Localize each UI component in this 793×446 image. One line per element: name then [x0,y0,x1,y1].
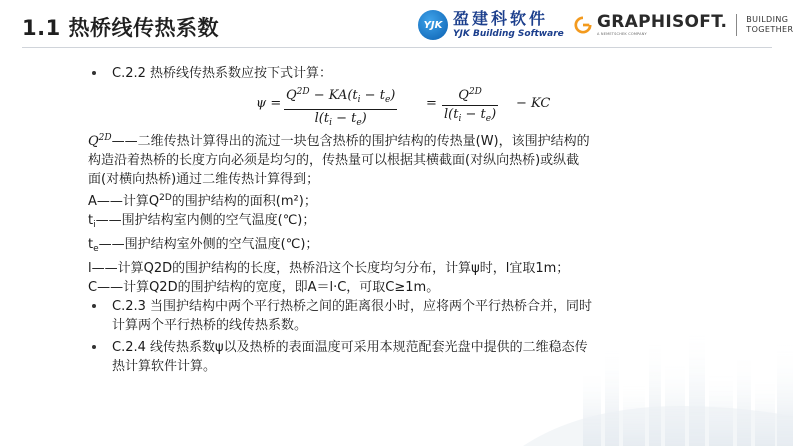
yjk-logo-cn-text: 盈建科软件 [453,9,549,28]
q2d-definition-line-2: 构造沿着热桥的长度方向必须是均匀的，传热量可以根据其横截面(对纵向热桥)或纵截 [88,153,580,168]
te-definition: $t_e——$围护结构室外侧的空气温度(℃)； [88,237,319,254]
clause-number: C.2.2 [112,66,146,81]
fraction-1-numerator: $Q^{2D} - KA(t_i - t_e)$ [286,87,396,105]
logo-divider [736,14,737,36]
clause-c22 [88,64,728,83]
formula-lhs: ψ = [256,96,282,111]
psi-formula [88,83,728,127]
fraction-1-denominator: $l(t_i - t_e)$ [314,111,367,128]
clause-c23 [88,297,728,335]
clause-number: C.2.3 [112,299,146,314]
fraction-2-denominator: $l(t_i - t_e)$ [444,107,497,124]
formula-equals: = [426,96,437,111]
fraction-2-numerator: $Q^{2D}$ [458,87,482,103]
ti-definition: $t_i——$围护结构室内侧的空气温度(℃)； [88,213,316,230]
clause-text-line-1: 当围护结构中两个平行热桥之间的距离很小时，应将两个平行热桥合并，同时 [150,299,593,314]
tagline-line-1: BUILDING [746,15,789,25]
clause-number: C.2.4 [112,340,146,355]
yjk-logo-en-text: YJK Building Software [453,29,564,39]
formula-tail: − KC [516,96,551,111]
l-definition: l——计算Q2D的围护结构的长度，热桥沿这个长度均匀分布，计算ψ时，l宜取1m； [88,261,570,276]
yjk-badge-icon: YJK [418,10,448,40]
graphisoft-mark-icon [574,16,592,34]
bullet-icon [92,304,96,308]
clause-text-line-1: 线传热系数ψ以及热桥的表面温度可采用本规范配套光盘中提供的二维稳态传 [150,340,588,355]
graphisoft-subtext: A NEMETSCHEK COMPANY [597,32,647,36]
clause-c24 [88,338,728,376]
bullet-icon [92,345,96,349]
formula-fraction-2 [442,83,498,128]
graphisoft-name: GRAPHISOFT. [597,12,728,32]
graphisoft-logo [574,14,793,37]
yjk-logo [418,10,564,40]
clause-text: 热桥线传热系数应按下式计算： [150,66,333,81]
content-body [88,64,728,376]
graphisoft-tagline [746,15,793,35]
clause-text-line-2: 计算两个平行热桥的线传热系数。 [112,318,308,333]
clause-text-line-2: 热计算软件计算。 [112,359,217,374]
bullet-icon [92,71,96,75]
q2d-definition-line-1: $Q^{2D}——$二维传热计算得出的流过一块包含热桥的围护结构的传热量(W)，该围护结构的 [88,133,590,149]
page-title: 1.1 热桥线传热系数 [22,16,220,40]
header-divider [22,47,772,48]
c-definition: C——计算Q2D的围护结构的宽度，即A＝l·C，可取C≥1m。 [88,280,440,295]
formula-fraction-1 [284,83,397,132]
tagline-line-2: TOGETHER [746,25,793,35]
q2d-definition-line-3: 面(对横向热桥)通过二维传热计算得到； [88,172,320,187]
a-definition: A——计算$Q^{2D}$的围护结构的面积(m²)； [88,193,317,209]
